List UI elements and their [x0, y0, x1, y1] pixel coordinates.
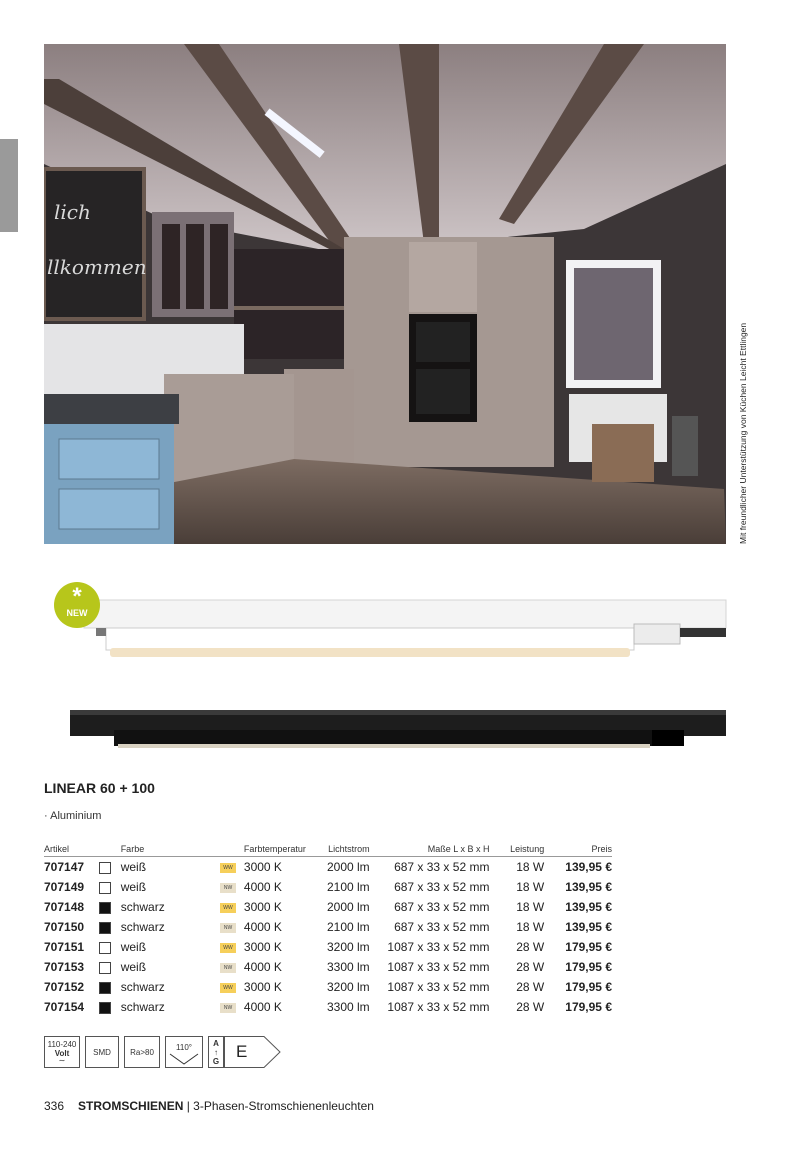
temp-cell: 3000 K [243, 980, 282, 994]
preis-cell: 139,95 € [565, 860, 612, 874]
table-row [44, 897, 612, 917]
beam-angle-value: 110° [176, 1043, 192, 1052]
svg-text:llkommen: llkommen [47, 255, 147, 279]
farbe-cell: weiß [120, 880, 147, 894]
energy-label-icon [208, 1036, 293, 1068]
leistung-cell: 18 W [516, 900, 545, 914]
kitchen-illustration [44, 44, 726, 544]
leistung-cell: 28 W [516, 940, 545, 954]
farbe-cell: weiß [120, 960, 147, 974]
color-temp-tag: NW [220, 883, 236, 893]
color-temp-cell [220, 857, 244, 878]
leistung-cell: 28 W [516, 960, 545, 974]
smd-icon: SMD [85, 1036, 119, 1068]
farbe-cell: schwarz [120, 980, 165, 994]
photo-credit: Mit freundlicher Unterstützung von Küchen Leicht Ettlingen [738, 322, 748, 544]
leistung-cell: 18 W [516, 880, 545, 894]
swatch-cell [99, 957, 121, 977]
table-row [44, 957, 612, 977]
temp-cell: 3000 K [243, 900, 282, 914]
col-leistung: Leistung [489, 842, 544, 857]
color-swatch [99, 942, 111, 954]
color-swatch [99, 1002, 111, 1014]
col-artikel: Artikel [44, 842, 99, 857]
table-header-row [44, 842, 612, 857]
preis-cell: 179,95 € [565, 1000, 612, 1014]
swatch-cell [99, 917, 121, 937]
masse-cell: 1087 x 33 x 52 mm [387, 1000, 490, 1014]
color-temp-cell [220, 877, 244, 897]
preis-cell: 179,95 € [565, 940, 612, 954]
voltage-range: 110-240 [47, 1040, 77, 1049]
arrow-up-icon: ↑ [214, 1047, 218, 1057]
color-swatch [99, 882, 111, 894]
section-name: STROMSCHIENEN [78, 1099, 184, 1113]
wave-icon: ∼ [58, 1056, 66, 1065]
product-lamps [44, 580, 744, 770]
artikel-cell: 707154 [44, 1000, 85, 1014]
color-swatch [99, 902, 111, 914]
lichtstrom-cell: 3200 lm [326, 980, 370, 994]
product-material: · Aluminium [44, 810, 102, 822]
masse-cell: 1087 x 33 x 52 mm [387, 980, 490, 994]
ra-icon: Ra>80 [124, 1036, 160, 1068]
beam-angle-icon [165, 1036, 203, 1068]
feature-icons [44, 1035, 293, 1069]
color-swatch [99, 962, 111, 974]
lichtstrom-cell: 2100 lm [326, 920, 370, 934]
color-temp-tag: NW [220, 923, 236, 933]
spec-table [44, 842, 612, 1017]
color-temp-tag: WW [220, 903, 236, 913]
preis-cell: 139,95 € [565, 900, 612, 914]
black-lamp-image [70, 710, 726, 748]
col-masse: Maße L x B x H [370, 842, 490, 857]
energy-class-arrow [224, 1036, 282, 1068]
artikel-cell: 707148 [44, 900, 85, 914]
kitchen-photo [44, 44, 726, 544]
color-temp-cell [220, 997, 244, 1017]
lichtstrom-cell: 3300 lm [326, 960, 370, 974]
swatch-cell [99, 997, 121, 1017]
table-row [44, 997, 612, 1017]
page-number: 336 [44, 1099, 65, 1113]
temp-cell: 4000 K [243, 1000, 282, 1014]
farbe-cell: schwarz [120, 1000, 165, 1014]
swatch-cell [99, 857, 121, 878]
preis-cell: 179,95 € [565, 960, 612, 974]
table-row [44, 857, 612, 878]
page-footer [44, 1099, 374, 1113]
col-farbtemperatur: Farbtemperatur [244, 842, 306, 857]
temp-cell: 3000 K [243, 860, 282, 874]
lichtstrom-cell: 3200 lm [326, 940, 370, 954]
energy-scale [208, 1036, 224, 1068]
preis-cell: 179,95 € [565, 980, 612, 994]
lichtstrom-cell: 2000 lm [326, 900, 370, 914]
star-icon: * [72, 583, 82, 610]
swatch-cell [99, 897, 121, 917]
color-temp-tag: NW [220, 1003, 236, 1013]
table-row [44, 877, 612, 897]
energy-scale-bottom: G [212, 1056, 220, 1066]
artikel-cell: 707151 [44, 940, 85, 954]
color-temp-tag: NW [220, 963, 236, 973]
energy-class: E [236, 1042, 248, 1061]
table-row [44, 977, 612, 997]
new-badge [54, 582, 100, 628]
farbe-cell: schwarz [120, 920, 165, 934]
preis-cell: 139,95 € [565, 920, 612, 934]
leistung-cell: 28 W [516, 1000, 545, 1014]
product-title: LINEAR 60 + 100 [44, 780, 155, 796]
leistung-cell: 18 W [516, 860, 545, 874]
masse-cell: 687 x 33 x 52 mm [394, 900, 490, 914]
temp-cell: 3000 K [243, 940, 282, 954]
farbe-cell: schwarz [120, 900, 165, 914]
swatch-cell [99, 977, 121, 997]
col-preis: Preis [544, 842, 612, 857]
preis-cell: 139,95 € [565, 880, 612, 894]
beam-angle-shape [166, 1052, 202, 1066]
white-lamp-image [84, 600, 726, 657]
farbe-cell: weiß [120, 860, 147, 874]
col-lichtstrom: Lichtstrom [306, 842, 370, 857]
masse-cell: 687 x 33 x 52 mm [394, 920, 490, 934]
color-temp-cell [220, 917, 244, 937]
masse-cell: 1087 x 33 x 52 mm [387, 940, 490, 954]
swatch-cell [99, 877, 121, 897]
leistung-cell: 18 W [516, 920, 545, 934]
swatch-cell [99, 937, 121, 957]
table-row [44, 917, 612, 937]
lichtstrom-cell: 3300 lm [326, 1000, 370, 1014]
color-temp-tag: WW [220, 983, 236, 993]
energy-scale-top: A [213, 1038, 219, 1048]
color-swatch [99, 862, 111, 874]
artikel-cell: 707153 [44, 960, 85, 974]
col-farbe: Farbe [121, 842, 220, 857]
temp-cell: 4000 K [243, 920, 282, 934]
masse-cell: 1087 x 33 x 52 mm [387, 960, 490, 974]
artikel-cell: 707150 [44, 920, 85, 934]
artikel-cell: 707147 [44, 860, 85, 874]
section-subtitle: | 3-Phasen-Stromschienenleuchten [186, 1099, 374, 1113]
color-temp-cell [220, 977, 244, 997]
voltage-icon [44, 1036, 80, 1068]
artikel-cell: 707152 [44, 980, 85, 994]
svg-text:lich: lich [54, 200, 91, 224]
farbe-cell: weiß [120, 940, 147, 954]
temp-cell: 4000 K [243, 880, 282, 894]
lichtstrom-cell: 2100 lm [326, 880, 370, 894]
color-swatch [99, 982, 111, 994]
color-temp-cell [220, 937, 244, 957]
leistung-cell: 28 W [516, 980, 545, 994]
temp-cell: 4000 K [243, 960, 282, 974]
color-swatch [99, 922, 111, 934]
color-temp-cell [220, 957, 244, 977]
color-temp-tag: WW [220, 863, 236, 873]
voltage-unit: Volt [54, 1049, 70, 1058]
color-temp-tag: WW [220, 943, 236, 953]
table-row [44, 937, 612, 957]
color-temp-cell [220, 897, 244, 917]
artikel-cell: 707149 [44, 880, 85, 894]
masse-cell: 687 x 33 x 52 mm [394, 880, 490, 894]
new-label: NEW [66, 608, 88, 618]
section-tab [0, 139, 18, 232]
masse-cell: 687 x 33 x 52 mm [394, 860, 490, 874]
lichtstrom-cell: 2000 lm [326, 860, 370, 874]
